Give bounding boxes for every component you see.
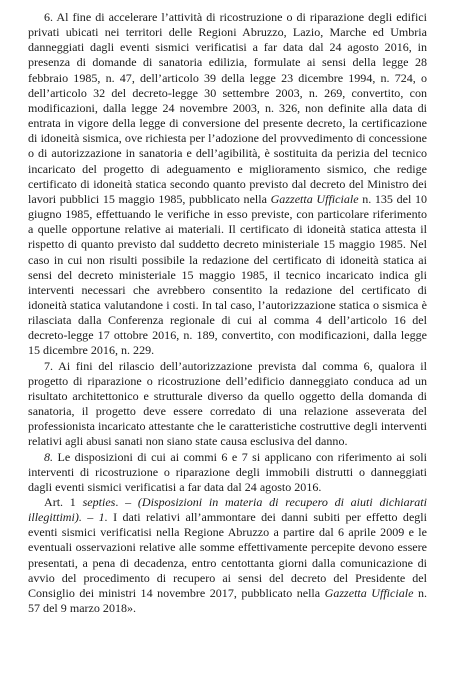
paragraph-comma-7 (28, 359, 427, 450)
comma-6-text-a: 6. Al fine di accelerare l’attività di ricostruzione o di riparazione degli edifici privati ubicati nei territori delle Regioni Abruzzo, Lazio, Marche ed Umbria danneggiati dagli eventi sismici verificatisi a far data dal 24 agosto 2016, in presenza di domande di sanatoria edilizia, formulate ai sensi della legge 28 febbraio 1985, n. 47, dell’articolo 39 della legge 23 dicembre 1994, n. 724, o dell’articolo 32 del decreto-legge 30 settembre 2003, n. 269, convertito, con modificazioni, dalla legge 24 novembre 2003, n. 326, non definite alla data di entrata in vigore della legge di conversione del presente decreto, la certificazione di idoneità sismica, ove richiesta per l’adozione del provvedimento di concessione o di autorizzazione in sanatoria e dell’agibilità, è sostituita da perizia del tecnico incaricato del progetto di adeguamento e miglioramento sismico, che redige certificato di idoneità statica secondo quanto previsto dal decreto del Ministro dei lavori pubblici 15 maggio 1985, pubblicato nella (28, 10, 427, 206)
art-septies-label: Art. 1 (44, 495, 83, 509)
paragraph-comma-6 (28, 10, 427, 359)
art-septies-heading-italic: (Disposizioni in materia di recupero di aiuti dichiarati illegittimi). – 1. (28, 495, 427, 525)
document-page (28, 10, 427, 616)
comma-6-gazzetta-italic: Gazzetta Ufficiale (270, 191, 359, 206)
art-septies-text-b: n. 57 del 9 marzo 2018». (28, 585, 427, 616)
comma-8-number-italic: 8. (44, 449, 54, 464)
comma-7-text: 7. Ai fini del rilascio dell’autorizzazione prevista dal comma 6, qualora il progetto di riparazione o ricostruzione dell’edificio danneggiato conduca ad un risultato architettonico e strutturale diverso da quello oggetto della domanda di sanatoria, il progetto deve essere corredato di una relazione asseverata del professionista incaricato attestante che le caratteristiche costruttive degli interventi relativi agli abusi sanati non siano state causa esclusiva del danno. (28, 358, 427, 449)
art-septies-gazzetta-italic: Gazzetta Ufficiale (324, 585, 414, 600)
art-septies-suffix-italic: septies (82, 495, 116, 509)
comma-8-text: Le disposizioni di cui ai commi 6 e 7 si applicano con riferimento ai soli interventi di ricostruzione o riparazione degli immobili distrutti o danneggiati dagli eventi sismici verificatisi a far data dal 24 agosto 2016. (28, 449, 427, 494)
art-septies-dash: . – (115, 495, 138, 509)
paragraph-comma-8 (28, 450, 427, 495)
art-septies-text-a: I dati relativi all’ammontare dei danni subiti per effetto degli eventi sismici verificatisi nella Regione Abruzzo a partire dal 6 aprile 2009 e le eventuali osservazioni relative alle somme effettivamente percepite devono essere presentati, a pena di decadenza, entro centottanta giorni dalla comunicazione di avvio del procedimento di recupero ai sensi del decreto del Presidente del Consiglio dei ministri 14 novembre 2017, pubblicato nella (28, 510, 428, 600)
paragraph-art-1-septies (28, 495, 427, 616)
comma-6-text-b: n. 135 del 10 giugno 1985, effettuando le verifiche in esso previste, con particolare riferimento a quelle opportune relative ai materiali. Il certificato di idoneità statica attesta il rispetto di quanto previsto dal suddetto decreto ministeriale 15 maggio 1985. Nel caso in cui non risulti possibile la redazione del certificato di idoneità statica ai sensi del decreto ministeriale 15 maggio 1985, il tecnico incaricato indica gli interventi necessari che avrebbero consentito la redazione del certificato di idoneità statica valutandone i costi. In tal caso, l’autorizzazione statica o sismica è rilasciata dalla Conferenza regionale di cui al comma 4 dell’articolo 16 del decreto-legge 17 ottobre 2016, n. 189, convertito, con modificazioni, dalla legge 15 dicembre 2016, n. 229. (28, 191, 428, 358)
